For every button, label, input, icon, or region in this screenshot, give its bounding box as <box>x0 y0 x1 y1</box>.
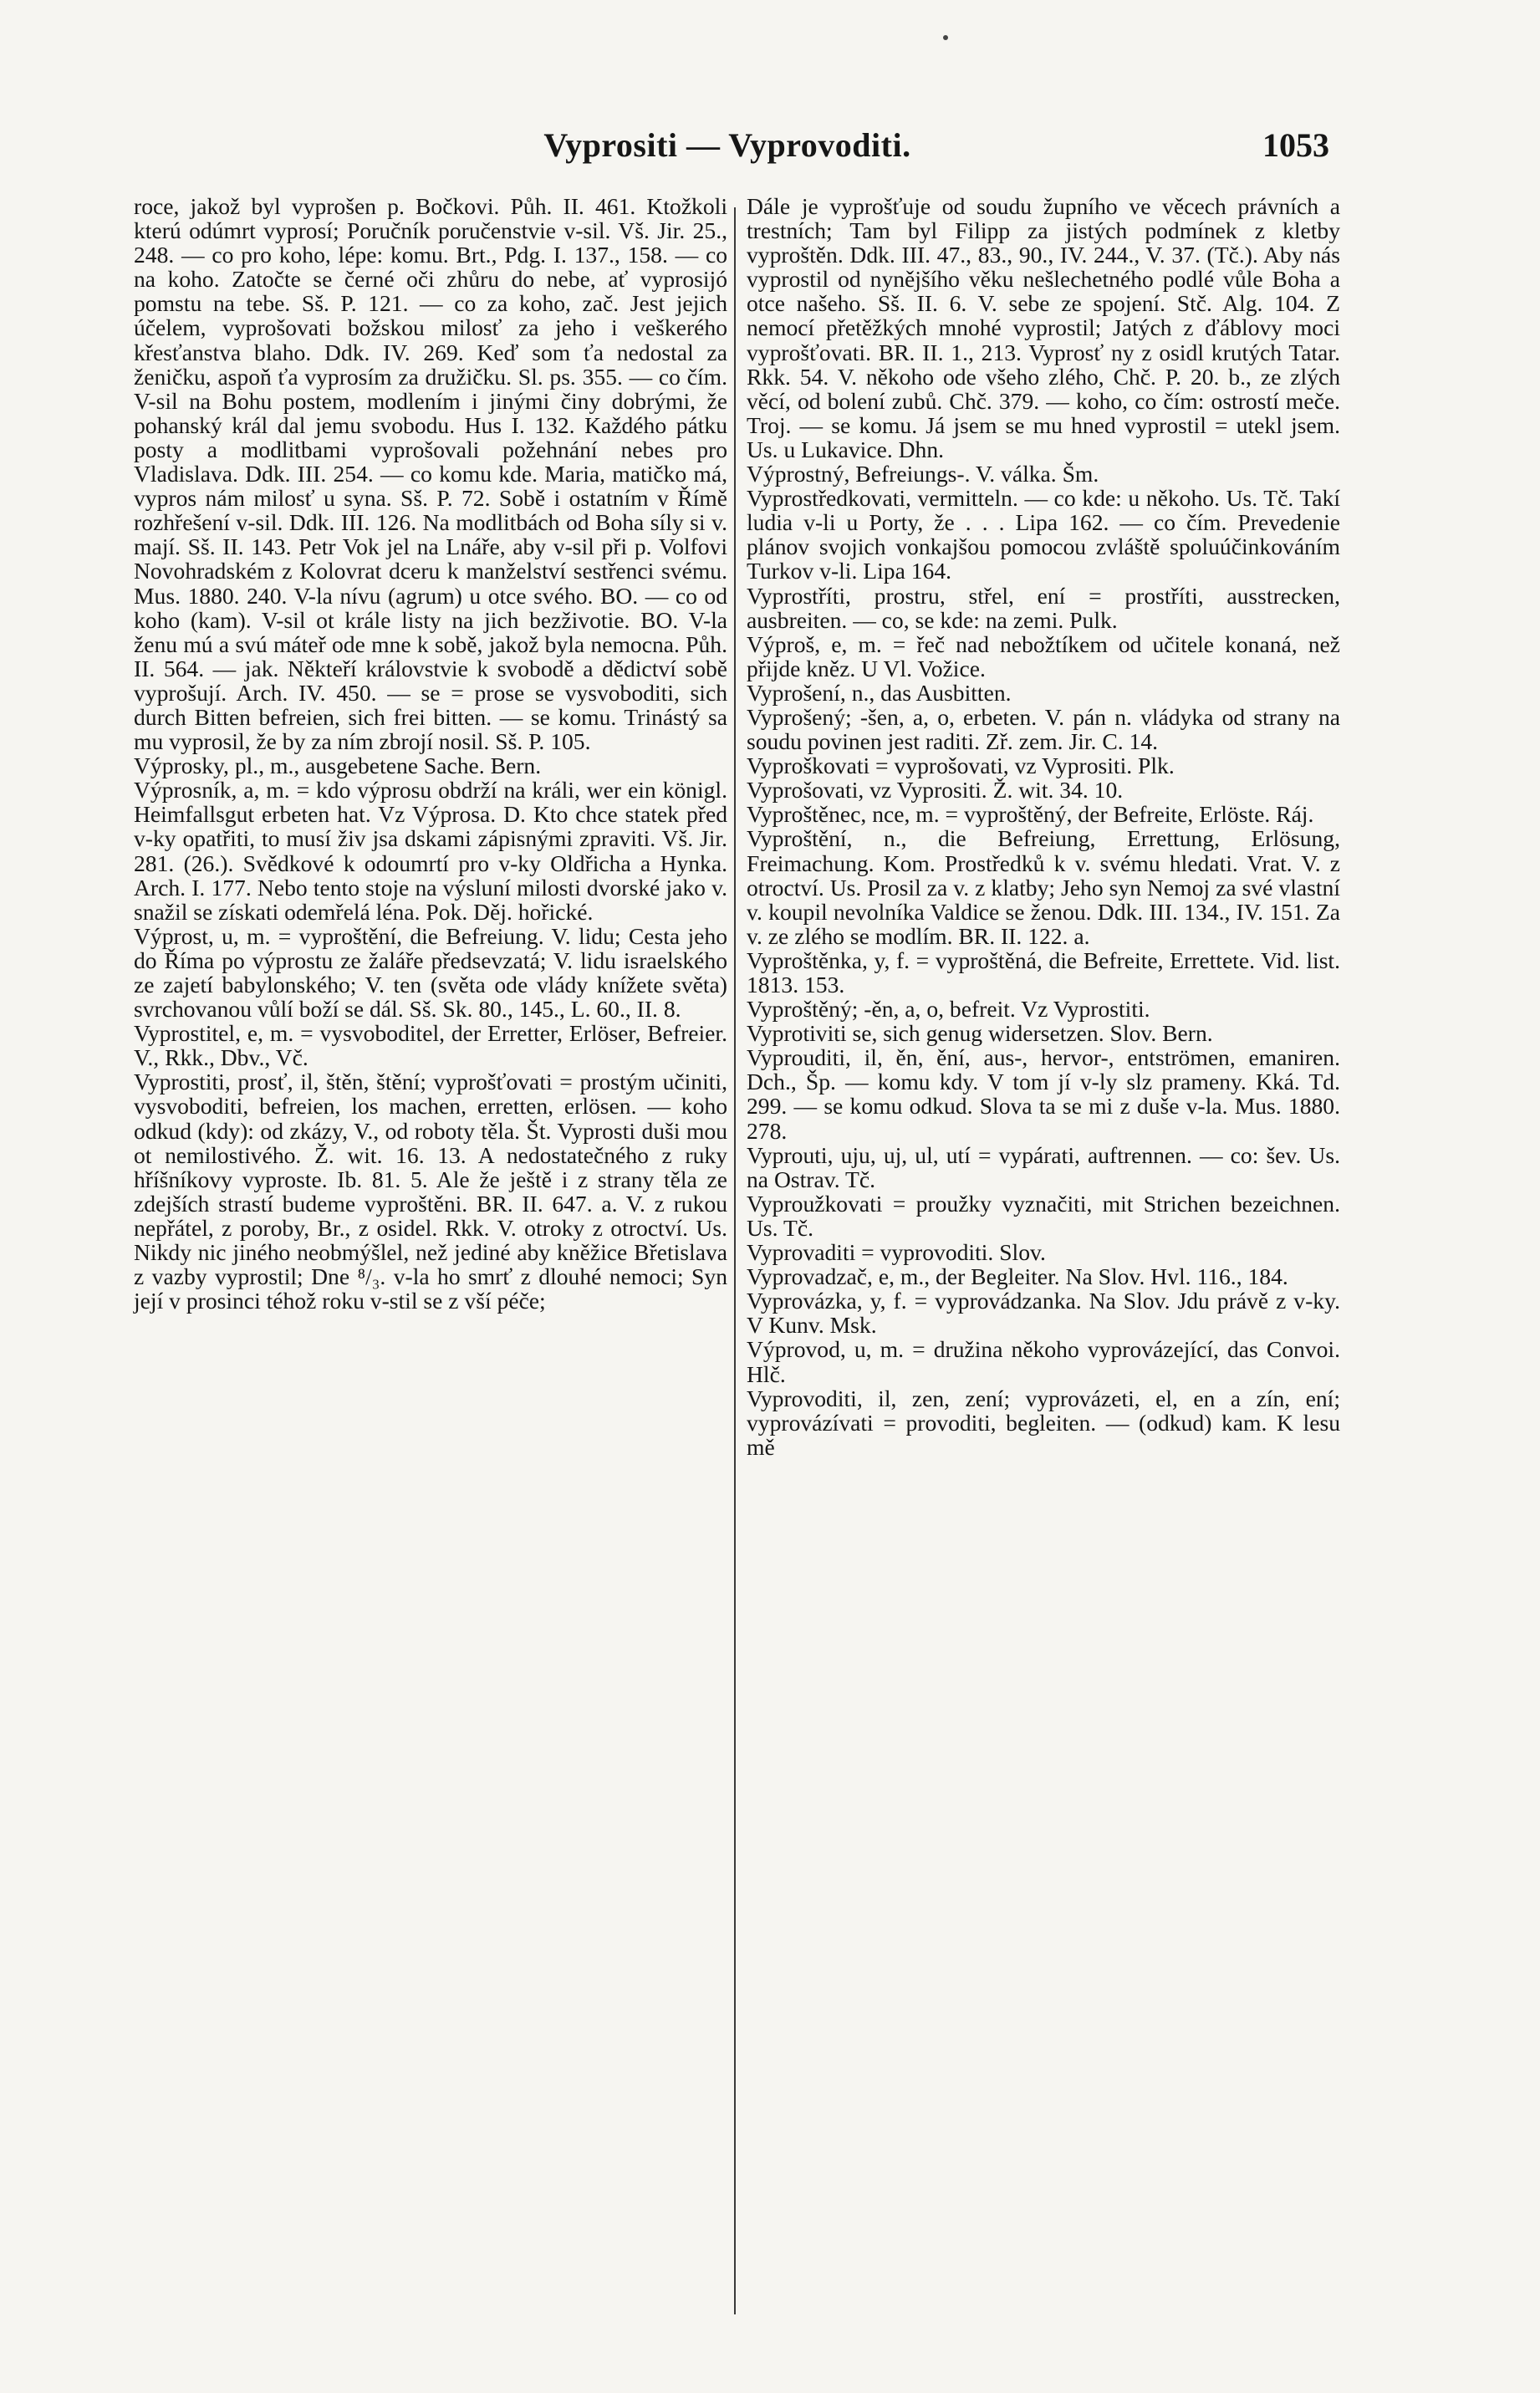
entry-text: Vyprovaditi = vyprovoditi. Slov. <box>747 1239 1046 1266</box>
entry-text: Vyprostředkovati, vermitteln. — co kde: u někoho. Us. Tč. Takí ludia v-li u Porty, že . . . Lipa 162. — co čím. Prevedenie plánov svojich vonkajšou pomocou zvláště spoluúčinkováním Turkov v-li. Lipa 164. <box>747 485 1340 584</box>
entry-text: Vyprošený; -šen, a, o, erbeten. V. pán n. vládyka od strany na soudu povinen jest raditi. Zř. zem. Jir. C. 14. <box>747 703 1340 755</box>
running-title: Vyprositi — Vyprovoditi. <box>543 126 911 164</box>
entry-text: Vyproštění, n., die Befreiung, Errettung, Erlösung, Freimachung. Kom. Prostředků k v. svému hledati. Vrat. V. z otroctví. Us. Prosil za v. z klatby; Jeho syn Nemoj za své vlastní v. koupil nevolníka Valdice se ženou. Ddk. III. 134., IV. 151. Za v. ze zlého se modlím. BR. II. 122. a. <box>747 825 1340 949</box>
entry-text: Výprosky, pl., m., ausgebetene Sache. Bern. <box>134 753 542 779</box>
entry-text: Dále je vyprošťuje od soudu župního ve věcech právních a trestních; Tam byl Filipp za jistých podmínek z kletby vyproštěn. Ddk. III. 47., 83., 90., IV. 244., V. 37. (Tč.). Aby nás vyprostil od nynějšího věku nešlechetného podlé vůle Boha a otce našeho. Sš. II. 6. V. sebe ze spojení. Stč. Alg. 104. Z nemocí přetěžkých mnohé vyprostil; Jatých z ďáblovy moci vyprošťovati. BR. II. 1., 213. Vyprosť ny z osidl krutých Tatar. Rkk. 54. V. někoho ode všeho zlého, Chč. P. 20. b., ze zlých věcí, od bolení zubů. Chč. 379. — koho, co čím: ostrostí meče. Troj. — se komu. Já jsem se mu hned vyprostil = utekl jsem. Us. u Lukavice. Dhn. <box>747 193 1340 462</box>
entry-text: Vyprostříti, prostru, střel, ení = prostříti, ausstrecken, ausbreiten. — co, se kde: na zemi. Pulk. <box>747 582 1340 633</box>
entry-text: roce, jakož byl vyprošen p. Bočkovi. Půh. II. 461. Ktožkoli kterú odúmrt vyprosí; Poručník poručenstvie v-sil. Vš. Jir. 25., 248. — co pro koho, lépe: komu. Brt., Pdg. I. 137., 158. — co na koho. Zatočte se černé oči zhůru do nebe, ať vyprosijó pomstu na tebe. Sš. P. 121. — co za koho, zač. Jest jejich účelem, vyprošovati božskou milosť za jeho i veškerého křesťanstva blaho. Ddk. IV. 269. Keď som ťa nedostal za ženičku, aspoň ťa vyprosím za družičku. Sl. ps. 355. — co čím. V-sil na Bohu postem, modlením i jinými činy dobrými, že pohanský král dal jemu svobodu. Hus I. 132. Každého pátku posty a modlitbami vyprošovali požehnání nebes pro Vladislava. Ddk. III. 254. — co komu kde. Maria, matičko má, vypros nám milosť u syna. Sš. P. 72. Sobě i ostatním v Římě rozhřešení v-sil. Ddk. III. 126. Na modlitbách od Boha síly si v. mají. Sš. II. 143. Petr Vok jel na Lnáře, aby v-sil při p. Volfovi Novohradském z Kolovrat dceru k manželství sestřenci svému. Mus. 1880. 240. V-la nívu (agrum) u otce svého. BO. — co od koho (kam). V-sil ot krále listy na jich bezživotie. BO. V-la ženu mú a svú máteř ode mne k sobě, jakož byla nemocna. Půh. II. 564. — jak. Někteří královstvie k svobodě a dědictví sobě vyprošují. Arch. IV. 450. — se = prose se vysvoboditi, sich durch Bitten befreien, sich frei bitten. — se komu. Trinástý sa mu vyprosil, že by za ním zbrojí nosil. Sš. P. 105. <box>134 193 727 755</box>
entry-text: Vyprovoditi, il, zen, zení; vyprovázeti, el, en a zín, ení; vyprovázívati = provoditi, begleiten. — (odkud) kam. K lesu mě <box>747 1385 1340 1460</box>
entry-text: Vyprovadzač, e, m., der Begleiter. Na Slov. Hvl. 116., 184. <box>747 1263 1288 1290</box>
entry-text: Vyproškovati = vyprošovati, vz Vyprositi. Plk. <box>747 753 1175 779</box>
entry-text: Vyprostitel, e, m. = vysvoboditel, der Erretter, Erlöser, Befreier. V., Rkk., Dbv., Vč. <box>134 1020 727 1071</box>
entry-text: Vyprouti, uju, uj, ul, utí = vypárati, auftrennen. — co: šev. Us. na Ostrav. Tč. <box>747 1141 1340 1192</box>
entry-text: Vyprostiti, prosť, il, štěn, štění; vyprošťovati = prostým učiniti, vysvoboditi, befreien, los machen, erretten, erlösen. — koho odkud (kdy): od zkázy, V., od roboty těla. Št. Vyprosti duši mou ot nemilostivého. Ž. wit. 16. 13. A nedostatečného z ruky hříšníkovy vyproste. Ib. 81. 5. Ale že ještě i z strany těla ze zdejších strastí budeme vyproštěni. BR. II. 647. a. V. z rukou nepřátel, z poroby, Br., z osidel. Rkk. V. otroky z otroctví. Us. Nikdy nic jiného neobmýšlel, než jediné aby kněžice Břetislava z vazby vyprostil; Dne ⁸/₃. v-la ho smrť z dlouhé nemoci; Syn její v prosinci téhož roku v-stil se z vší péče; <box>134 1069 727 1314</box>
print-speck <box>943 35 948 40</box>
entry-text: Vyprovázka, y, f. = vyprovádzanka. Na Slov. Jdu právě z v-ky. V Kunv. Msk. <box>747 1288 1340 1339</box>
entry-text: Výprostný, Befreiungs-. V. válka. Šm. <box>747 461 1099 487</box>
entry-text: Vyprouditi, il, ěn, ění, aus-, hervor-, entströmen, emaniren. Dch., Šp. — komu kdy. V tom jí v-ly slz prameny. Kká. Td. 299. — se komu odkud. Slova ta se mi z duše v-la. Mus. 1880. 278. <box>747 1044 1340 1144</box>
page-number: 1053 <box>1262 126 1329 164</box>
entry-text: Vyproužkovati = proužky vyznačiti, mit Strichen bezeichnen. Us. Tč. <box>747 1190 1340 1241</box>
entry-text: Vyproštěný; -ěn, a, o, befreit. Vz Vyprostiti. <box>747 996 1150 1023</box>
entry-text: Výprovod, u, m. = družina někoho vyprovázející, das Convoi. Hlč. <box>747 1336 1340 1387</box>
entry-text: Výproš, e, m. = řeč nad nebožtíkem od učitele konaná, než přijde kněz. U Vl. Vožice. <box>747 630 1340 681</box>
entry-text: Vyprošovati, vz Vyprositi. Ž. wit. 34. 10. <box>747 777 1124 804</box>
entry-text: Výprosník, a, m. = kdo výprosu obdrží na králi, wer ein königl. Heimfallsgut erbeten hat. Vz Výprosa. D. Kto chce statek před v-ky opatřiti, to musí živ jsa dskami zápisnými zpraviti. Vš. Jir. 281. (26.). Svědkové k odoumrtí pro v-ky Oldřicha a Hynka. Arch. I. 177. Nebo tento stoje na výsluní milosti dvorské jako v. snažil se získati odemřelá léna. Pok. Děj. hořické. <box>134 777 727 925</box>
entry-text: Vyprošení, n., das Ausbitten. <box>747 679 1012 706</box>
entry-text: Vyproštěnec, nce, m. = vyproštěný, der Befreite, Erlöste. Ráj. <box>747 801 1314 828</box>
column-divider <box>734 207 736 2314</box>
right-column <box>747 194 1340 1459</box>
left-column <box>134 194 727 1313</box>
entry-text: Výprost, u, m. = vyproštění, die Befreiung. V. lidu; Cesta jeho do Říma po výprostu ze žaláře předsevzatá; V. lidu israelského ze zajetí babylonského; V. ten (světa ode vlády knížete světa) svrchovanou vůlí boží se dál. Sš. Sk. 80., 145., L. 60., II. 8. <box>134 922 727 1023</box>
running-header <box>125 125 1329 176</box>
entry-text: Vyprotiviti se, sich genug widersetzen. Slov. Bern. <box>747 1020 1213 1047</box>
entry-text: Vyproštěnka, y, f. = vyproštěná, die Befreite, Errettete. Vid. list. 1813. 153. <box>747 946 1340 998</box>
